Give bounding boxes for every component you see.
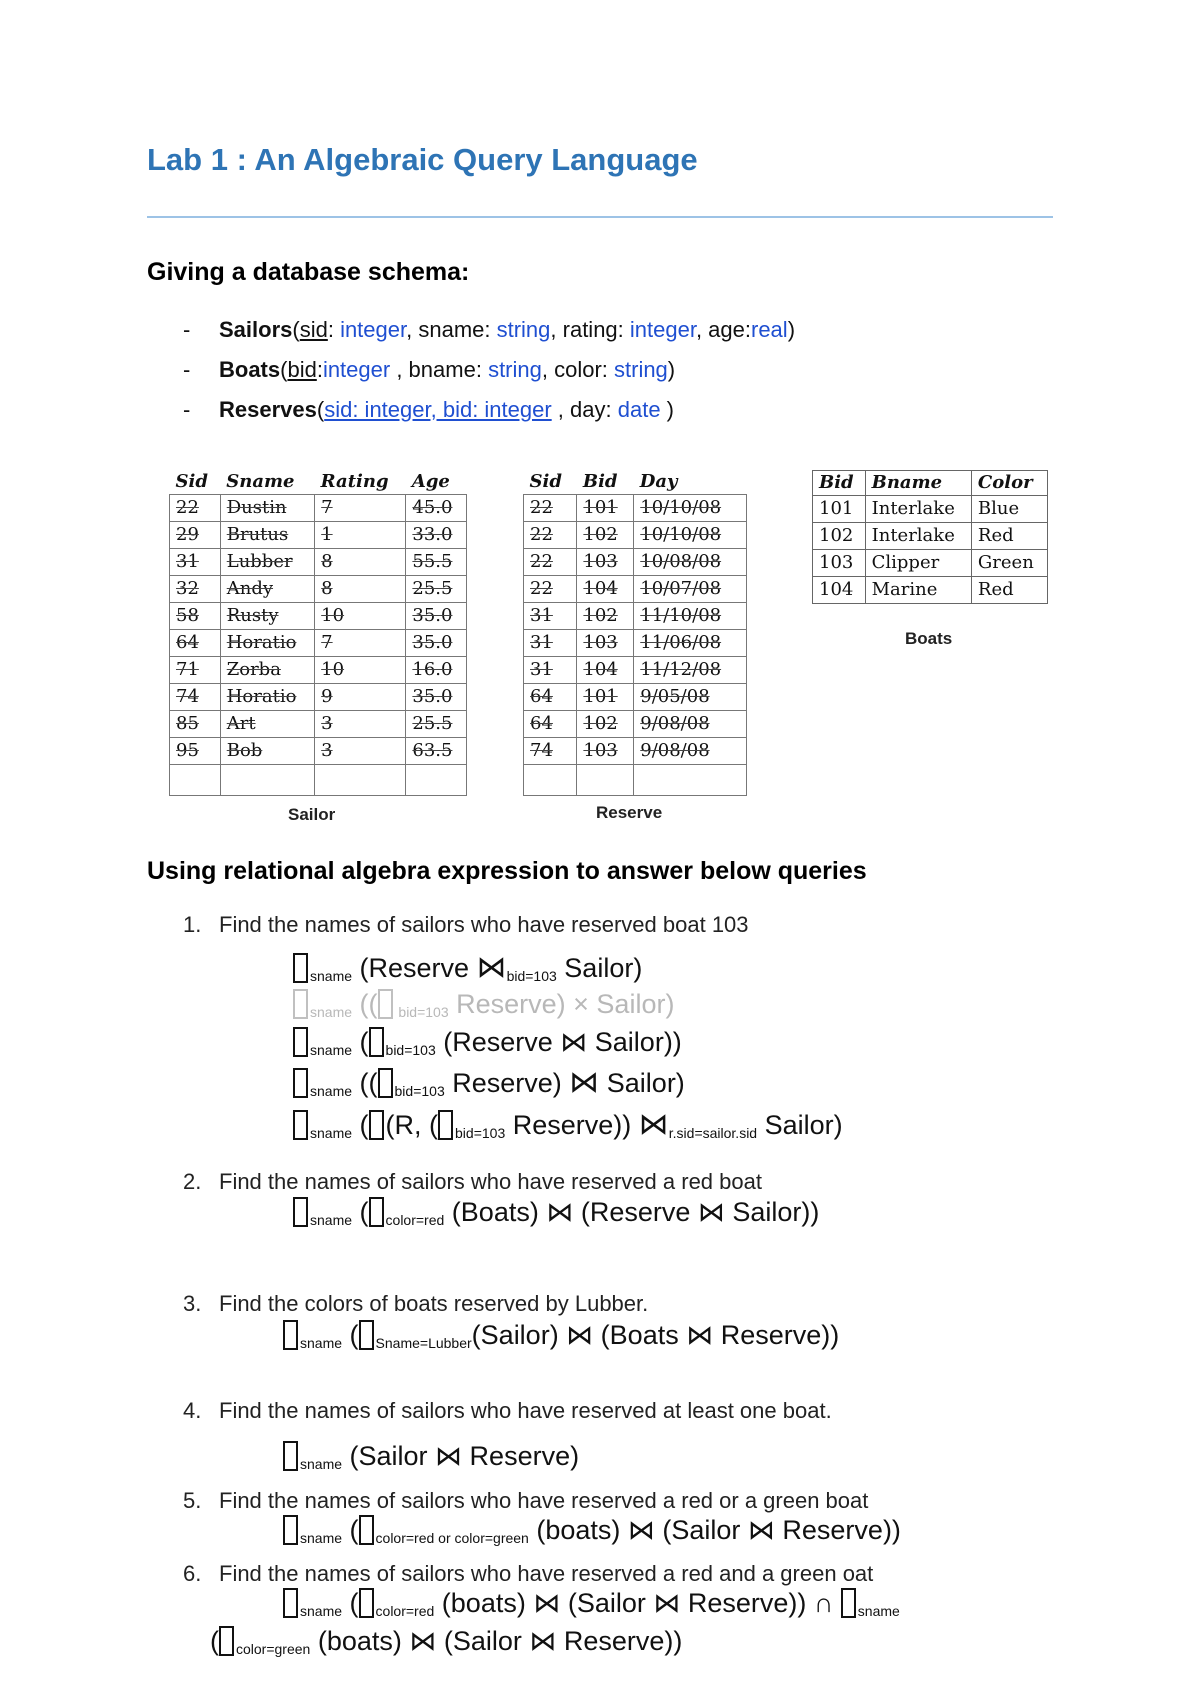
sailor-header-cell: Rating [320, 471, 389, 492]
reserve-cell: 22 [524, 549, 577, 576]
expr-4: $_{sname}$ (Sailor ⋈ Reserve) [283, 1441, 579, 1472]
query-2: 2. Find the names of sailors who have reserved a red boat [183, 1169, 762, 1194]
sigma-symbol-icon [369, 1027, 384, 1057]
sailor-row [170, 603, 467, 630]
sailor-row [170, 684, 467, 711]
reserve-cell: 101 [577, 495, 634, 522]
boats-row [813, 577, 1048, 604]
sailor-row [170, 630, 467, 657]
page-title: Lab 1 : An Algebraic Query Language [147, 142, 698, 177]
expr-1d: $_{sname}$ (( $_{bid=103}$ Reserve) ⋈ Sailor) [293, 1065, 685, 1100]
reserve-cell: 11/06/08 [634, 630, 747, 657]
reserve-row [524, 603, 747, 630]
reserve-cell: 10/07/08 [634, 576, 747, 603]
sailor-cell: 3 [315, 711, 406, 738]
sailor-cell: 25.5 [406, 576, 467, 603]
reserve-cell: 9/05/08 [634, 684, 747, 711]
sailor-header-cell: Age [411, 471, 450, 492]
reserve-cell: 10/10/08 [634, 495, 747, 522]
sailor-cell: 35.0 [406, 630, 467, 657]
sigma-symbol-icon [369, 1197, 384, 1227]
sailor-row [170, 495, 467, 522]
expr-1e: $_{sname}$ ( (R, ( $_{bid=103}$ Reserve)) $⋈_{r.sid=sailor.sid}$ Sailor) [293, 1107, 843, 1142]
reserve-header-cell: Bid [582, 471, 618, 492]
boats-cell: 102 [813, 523, 866, 550]
sigma-symbol-icon [359, 1588, 374, 1618]
reserve-cell: 102 [577, 522, 634, 549]
boats-cell: 103 [813, 550, 866, 577]
query-4: 4. Find the names of sailors who have reserved at least one boat. [183, 1398, 832, 1423]
sailor-cell: 7 [315, 630, 406, 657]
reserve-cell: 104 [577, 576, 634, 603]
pi-symbol-icon [283, 1588, 298, 1618]
reserve-cell: 103 [577, 549, 634, 576]
pi-symbol-icon [293, 1068, 308, 1098]
sailor-cell: Rusty [220, 603, 314, 630]
sailor-cell: Dustin [220, 495, 314, 522]
reserve-cell: 22 [524, 522, 577, 549]
sailor-empty-row [170, 765, 467, 796]
reserve-cell: 10/10/08 [634, 522, 747, 549]
sailor-row [170, 522, 467, 549]
sailor-cell: 9 [315, 684, 406, 711]
reserve-cell: 22 [524, 495, 577, 522]
sailor-cell: Zorba [220, 657, 314, 684]
reserve-header-cell: Sid [529, 471, 562, 492]
sailor-cell: 74 [170, 684, 221, 711]
schema-heading: Giving a database schema: [147, 258, 470, 286]
sailor-cell: 32 [170, 576, 221, 603]
boats-row [813, 550, 1048, 577]
sailor-cell: Lubber [220, 549, 314, 576]
sailor-cell: 63.5 [406, 738, 467, 765]
pi-symbol-icon [293, 1197, 308, 1227]
sailor-cell: 7 [315, 495, 406, 522]
sailor-cell: Bob [220, 738, 314, 765]
expr-5: $_{sname}$ ( $_{color=red or color=green}$ (boats) ⋈ (Sailor ⋈ Reserve)) [283, 1515, 901, 1546]
pi-symbol-icon [283, 1320, 298, 1350]
sailor-header-cell: Sname [226, 471, 295, 492]
reserve-row [524, 711, 747, 738]
sailor-cell: 10 [315, 603, 406, 630]
reserve-cell: 64 [524, 711, 577, 738]
reserve-cell: 74 [524, 738, 577, 765]
sailor-cell: 16.0 [406, 657, 467, 684]
boats-cell: Red [971, 577, 1047, 604]
sailor-cell: 25.5 [406, 711, 467, 738]
sigma-symbol-icon [438, 1110, 453, 1140]
expr-1a: $_{sname}$ (Reserve $⋈_{bid=103}$ Sailor) [293, 950, 642, 985]
sailor-row [170, 657, 467, 684]
sailor-cell: 95 [170, 738, 221, 765]
sailor-cell: 3 [315, 738, 406, 765]
schema-sailors: - Sailors(sid: integer, sname: string, rating: integer, age:real) [183, 317, 796, 342]
boats-cell: Interlake [865, 523, 971, 550]
schema-boats: - Boats(bid:integer , bname: string, color: string) [183, 357, 676, 382]
reserve-row [524, 549, 747, 576]
sailor-cell: 71 [170, 657, 221, 684]
sigma-symbol-icon [378, 1068, 393, 1098]
expr-6a: $_{sname}$ ( $_{color=red}$ (boats) ⋈ (Sailor ⋈ Reserve)) ∩ $_{sname}$ [283, 1588, 900, 1619]
sailor-cell: 64 [170, 630, 221, 657]
sailor-cell: 8 [315, 576, 406, 603]
expr-1c: $_{sname}$ ( $_{bid=103}$ (Reserve ⋈ Sailor)) [293, 1027, 682, 1058]
reserve-cell: 9/08/08 [634, 738, 747, 765]
reserve-cell: 102 [577, 603, 634, 630]
boats-cell: Blue [971, 496, 1047, 523]
query-3: 3. Find the colors of boats reserved by Lubber. [183, 1291, 649, 1316]
sailor-cell: 35.0 [406, 603, 467, 630]
sailor-cell: 33.0 [406, 522, 467, 549]
schema-reserves: - Reserves(sid: integer, bid: integer , day: date ) [183, 397, 675, 422]
boats-header-cell: Color [971, 471, 1047, 496]
sailor-table [169, 470, 467, 796]
reserve-row [524, 522, 747, 549]
reserve-cell: 22 [524, 576, 577, 603]
boats-cell: 104 [813, 577, 866, 604]
sigma-symbol-icon [378, 989, 393, 1019]
reserve-row [524, 684, 747, 711]
schema-list [183, 310, 795, 430]
sigma-symbol-icon [219, 1626, 234, 1656]
boats-cell: Red [971, 523, 1047, 550]
sailor-cell: 35.0 [406, 684, 467, 711]
boats-cell: Interlake [865, 496, 971, 523]
sailor-row [170, 711, 467, 738]
boats-cell: Clipper [865, 550, 971, 577]
sailor-cell: Brutus [220, 522, 314, 549]
sailor-cell: Art [220, 711, 314, 738]
sigma-symbol-icon [359, 1320, 374, 1350]
reserve-cell: 10/08/08 [634, 549, 747, 576]
query-6: 6. Find the names of sailors who have reserved a red and a green oat [183, 1561, 874, 1586]
expr-2: $_{sname}$ ( $_{color=red}$ (Boats) ⋈ (Reserve ⋈ Sailor)) [293, 1197, 819, 1228]
reserve-cell: 103 [577, 630, 634, 657]
boats-cell: Marine [865, 577, 971, 604]
sailor-cell: 1 [315, 522, 406, 549]
sailor-cell: 10 [315, 657, 406, 684]
reserve-row [524, 576, 747, 603]
reserve-cell: 64 [524, 684, 577, 711]
rho-symbol-icon [369, 1110, 384, 1140]
reserve-header-cell: Day [639, 471, 678, 492]
expr-3: $_{sname}$ ( $_{Sname=Lubber}$(Sailor) ⋈ (Boats ⋈ Reserve)) [283, 1320, 839, 1351]
pi-symbol-icon [283, 1441, 298, 1471]
reserve-cell: 102 [577, 711, 634, 738]
boats-cell: 101 [813, 496, 866, 523]
sailor-cell: 31 [170, 549, 221, 576]
reserve-row [524, 630, 747, 657]
reserve-cell: 31 [524, 657, 577, 684]
sailor-cell: Horatio [220, 630, 314, 657]
reserve-cell: 101 [577, 684, 634, 711]
sigma-symbol-icon [359, 1515, 374, 1545]
boats-row [813, 496, 1048, 523]
boats-header-cell: Bname [865, 471, 971, 496]
reserve-row [524, 495, 747, 522]
reserve-empty-row [524, 765, 747, 796]
reserve-caption: Reserve [596, 803, 663, 822]
sailor-row [170, 576, 467, 603]
boats-row [813, 523, 1048, 550]
sailor-cell: Andy [220, 576, 314, 603]
queries-heading: Using relational algebra expression to answer below queries [147, 857, 867, 885]
pi-symbol-icon [293, 1110, 308, 1140]
reserve-cell: 11/10/08 [634, 603, 747, 630]
reserve-cell: 31 [524, 630, 577, 657]
reserve-cell: 9/08/08 [634, 711, 747, 738]
sailor-cell: 45.0 [406, 495, 467, 522]
expr-6b: ( $_{color=green}$ (boats) ⋈ (Sailor ⋈ Reserve)) [210, 1626, 683, 1657]
sailor-header-cell: Sid [175, 471, 208, 492]
boats-cell: Green [971, 550, 1047, 577]
reserve-cell: 11/12/08 [634, 657, 747, 684]
reserve-cell: 103 [577, 738, 634, 765]
sailor-cell: 58 [170, 603, 221, 630]
sailor-cell: 8 [315, 549, 406, 576]
boats-header-cell: Bid [813, 471, 866, 496]
pi-symbol-icon [293, 1027, 308, 1057]
reserve-row [524, 657, 747, 684]
query-1: 1. Find the names of sailors who have reserved boat 103 [183, 912, 749, 937]
title-underline [147, 216, 1053, 218]
expr-1b: $_{sname}$ (( $_{bid=103}$ Reserve) × Sailor) [293, 989, 674, 1020]
sailor-caption: Sailor [288, 805, 336, 824]
pi-symbol-icon [841, 1588, 856, 1618]
query-5: 5. Find the names of sailors who have reserved a red or a green boat [183, 1488, 869, 1513]
reserve-cell: 31 [524, 603, 577, 630]
sailor-row [170, 738, 467, 765]
reserve-table [523, 470, 747, 796]
sailor-cell: 22 [170, 495, 221, 522]
pi-symbol-icon [293, 989, 308, 1019]
reserve-cell: 104 [577, 657, 634, 684]
boats-table [812, 470, 1048, 604]
sailor-row [170, 549, 467, 576]
sailor-cell: Horatio [220, 684, 314, 711]
sailor-cell: 29 [170, 522, 221, 549]
sailor-cell: 85 [170, 711, 221, 738]
reserve-row [524, 738, 747, 765]
pi-symbol-icon [283, 1515, 298, 1545]
pi-symbol-icon [293, 953, 308, 983]
sailor-cell: 55.5 [406, 549, 467, 576]
boats-caption: Boats [905, 629, 953, 648]
